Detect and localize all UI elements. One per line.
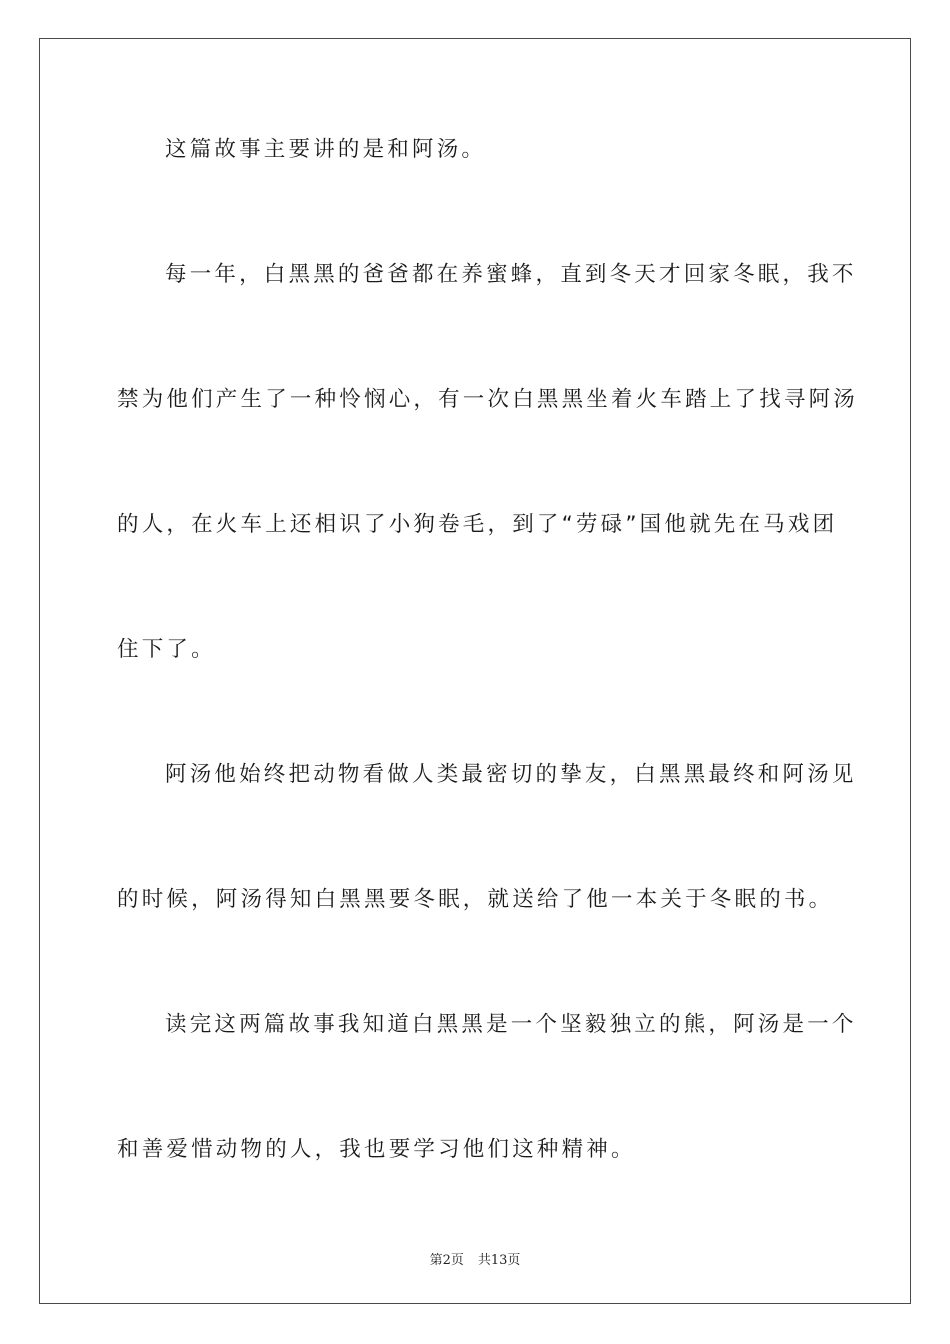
text-line-9: 和善爱惜动物的人，我也要学习他们这种精神。 <box>117 1137 636 1162</box>
text-line-7: 的时候，阿汤得知白黑黑要冬眠，就送给了他一本关于冬眠的书。 <box>117 887 834 912</box>
page-total: 共13页 <box>477 1253 521 1268</box>
text-line-1: 这篇故事主要讲的是和阿汤。 <box>165 137 487 162</box>
text-line-2: 每一年，白黑黑的爸爸都在养蜜蜂，直到冬天才回家冬眠，我不 <box>165 262 857 287</box>
page-footer <box>0 1249 950 1268</box>
text-line-8: 读完这两篇故事我知道白黑黑是一个坚毅独立的熊，阿汤是一个 <box>165 1012 857 1037</box>
page-number: 第2页 <box>429 1253 464 1268</box>
text-line-4: 的人，在火车上还相识了小狗卷毛，到了“劳碌”国他就先在马戏团 <box>117 512 838 537</box>
text-line-3: 禁为他们产生了一种怜悯心，有一次白黑黑坐着火车踏上了找寻阿汤 <box>117 387 859 412</box>
page-border <box>39 38 911 1304</box>
text-line-5: 住下了。 <box>117 637 216 662</box>
text-line-6: 阿汤他始终把动物看做人类最密切的挚友，白黑黑最终和阿汤见 <box>165 762 857 787</box>
